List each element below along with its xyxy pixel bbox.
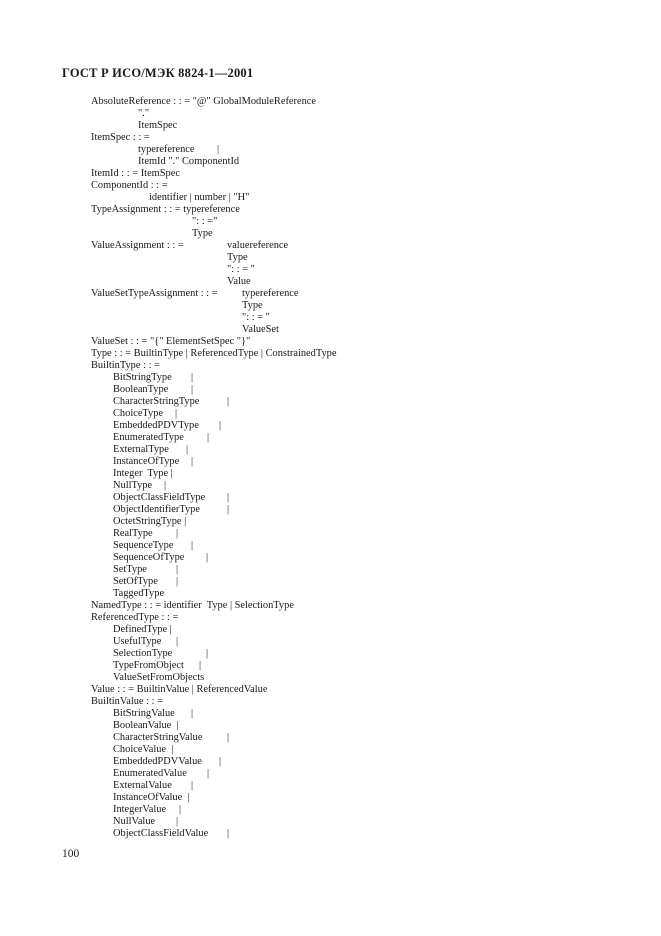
grammar-text: | <box>227 732 230 743</box>
grammar-text: | <box>227 828 230 839</box>
grammar-text: ComponentId : : = <box>91 180 168 191</box>
grammar-text: Type <box>227 252 248 263</box>
page-number: 100 <box>62 848 80 860</box>
grammar-line <box>0 108 661 120</box>
grammar-line <box>0 516 661 528</box>
grammar-text: | <box>179 804 182 815</box>
grammar-line <box>0 492 661 504</box>
grammar-text: | <box>191 456 194 467</box>
grammar-text: | <box>176 564 179 575</box>
grammar-line <box>0 372 661 384</box>
grammar-line <box>0 336 661 348</box>
grammar-text: ": : =" <box>192 216 218 227</box>
grammar-text: ItemId "." ComponentId <box>138 156 240 167</box>
grammar-text: | <box>227 492 230 503</box>
grammar-line <box>0 552 661 564</box>
grammar-text: EnumeratedValue <box>113 768 187 779</box>
grammar-text: | <box>206 648 209 659</box>
grammar-line <box>0 312 661 324</box>
grammar-line <box>0 408 661 420</box>
grammar-text: BooleanValue | <box>113 720 179 731</box>
grammar-line <box>0 96 661 108</box>
grammar-text: ": : = " <box>242 312 270 323</box>
grammar-line <box>0 216 661 228</box>
grammar-line <box>0 132 661 144</box>
grammar-text: SequenceType <box>113 540 174 551</box>
grammar-text: TypeAssignment : : = typereference <box>91 204 240 215</box>
grammar-text: ExternalValue <box>113 780 172 791</box>
grammar-text: | <box>175 408 178 419</box>
grammar-line <box>0 576 661 588</box>
grammar-text: SelectionType <box>113 648 173 659</box>
grammar-line <box>0 252 661 264</box>
grammar-text: | <box>191 384 194 395</box>
grammar-text: EmbeddedPDVValue <box>113 756 202 767</box>
page-header: ГОСТ Р ИСО/МЭК 8824-1—2001 <box>62 66 254 80</box>
grammar-text: | <box>176 816 179 827</box>
grammar-line <box>0 264 661 276</box>
grammar-text: CharacterStringValue <box>113 732 203 743</box>
grammar-text: IntegerValue <box>113 804 167 815</box>
grammar-line <box>0 732 661 744</box>
grammar-line <box>0 528 661 540</box>
grammar-line <box>0 612 661 624</box>
grammar-text: Value : : = BuiltinValue | ReferencedValue <box>91 684 268 695</box>
grammar-line <box>0 204 661 216</box>
grammar-text: | <box>191 372 194 383</box>
grammar-line <box>0 600 661 612</box>
grammar-text: | <box>217 144 220 155</box>
grammar-line <box>0 768 661 780</box>
grammar-line <box>0 564 661 576</box>
grammar-text: InstanceOfType <box>113 456 180 467</box>
grammar-line <box>0 648 661 660</box>
grammar-text: SetOfType <box>113 576 158 587</box>
grammar-text: valuereference <box>227 240 289 251</box>
grammar-text: | <box>176 576 179 587</box>
grammar-text: AbsoluteReference : : = "@" GlobalModuleReference <box>91 96 317 107</box>
grammar-line <box>0 828 661 840</box>
grammar-line <box>0 192 661 204</box>
grammar-text: ValueSet : : = "{" ElementSetSpec "}" <box>91 336 251 347</box>
grammar-text: | <box>199 660 202 671</box>
grammar-line <box>0 180 661 192</box>
grammar-text: RealType <box>113 528 153 539</box>
grammar-text: | <box>219 756 222 767</box>
grammar-line <box>0 384 661 396</box>
grammar-line <box>0 228 661 240</box>
grammar-text: typereference <box>138 144 195 155</box>
grammar-line <box>0 504 661 516</box>
grammar-text: | <box>207 432 210 443</box>
grammar-text: ItemId : : = ItemSpec <box>91 168 180 179</box>
grammar-line <box>0 120 661 132</box>
grammar-text: NullType <box>113 480 153 491</box>
grammar-text: NullValue <box>113 816 156 827</box>
grammar-text: ItemSpec <box>138 120 178 131</box>
grammar-text: | <box>191 780 194 791</box>
grammar-text: ": : = " <box>227 264 255 275</box>
grammar-text: ExternalType <box>113 444 169 455</box>
grammar-text: CharacterStringType <box>113 396 200 407</box>
grammar-text: UsefulType <box>113 636 162 647</box>
grammar-line <box>0 780 661 792</box>
grammar-text: | <box>176 528 179 539</box>
grammar-text: typereference <box>242 288 299 299</box>
grammar-text: ChoiceValue | <box>113 744 174 755</box>
grammar-line <box>0 624 661 636</box>
grammar-line <box>0 276 661 288</box>
grammar-text: ReferencedType : : = <box>91 612 179 623</box>
grammar-text: BitStringType <box>113 372 172 383</box>
grammar-text: BooleanType <box>113 384 169 395</box>
grammar-text: ObjectClassFieldValue <box>113 828 209 839</box>
grammar-line <box>0 360 661 372</box>
grammar-text: | <box>186 444 189 455</box>
grammar-line <box>0 324 661 336</box>
grammar-text: | <box>164 480 167 491</box>
grammar-line <box>0 396 661 408</box>
grammar-text: EnumeratedType <box>113 432 184 443</box>
grammar-line <box>0 684 661 696</box>
grammar-text: | <box>227 396 230 407</box>
grammar-text: ChoiceType <box>113 408 164 419</box>
grammar-text: ValueSetTypeAssignment : : = <box>91 288 218 299</box>
grammar-text: | <box>176 636 179 647</box>
grammar-text: | <box>219 420 222 431</box>
grammar-text: Type <box>192 228 213 239</box>
grammar-line <box>0 468 661 480</box>
grammar-text: BitStringValue <box>113 708 175 719</box>
grammar-line <box>0 708 661 720</box>
grammar-text: EmbeddedPDVType <box>113 420 199 431</box>
grammar-text: | <box>227 504 230 515</box>
grammar-line <box>0 456 661 468</box>
grammar-line <box>0 744 661 756</box>
grammar-line <box>0 720 661 732</box>
grammar-text: BuiltinType : : = <box>91 360 160 371</box>
grammar-text: identifier | number | "Н" <box>149 192 250 203</box>
grammar-line <box>0 168 661 180</box>
grammar-line <box>0 756 661 768</box>
grammar-text: Value <box>227 276 251 287</box>
grammar-text: | <box>206 552 209 563</box>
grammar-text: TypeFromObject <box>113 660 184 671</box>
grammar-line <box>0 444 661 456</box>
grammar-line <box>0 660 661 672</box>
grammar-line <box>0 300 661 312</box>
grammar-text: DefinedType | <box>113 624 172 635</box>
grammar-line <box>0 672 661 684</box>
grammar-line <box>0 240 661 252</box>
grammar-text: ObjectClassFieldType <box>113 492 206 503</box>
grammar-line <box>0 156 661 168</box>
grammar-listing <box>0 96 661 840</box>
grammar-text: "." <box>138 108 150 119</box>
grammar-text: | <box>191 708 194 719</box>
grammar-text: SequenceOfType <box>113 552 185 563</box>
grammar-line <box>0 420 661 432</box>
grammar-text: | <box>191 540 194 551</box>
grammar-line <box>0 540 661 552</box>
grammar-text: TaggedType <box>113 588 165 599</box>
grammar-line <box>0 432 661 444</box>
grammar-text: ValueAssignment : : = <box>91 240 184 251</box>
grammar-line <box>0 696 661 708</box>
grammar-text: Type : : = BuiltinType | ReferencedType | ConstrainedType <box>91 348 337 359</box>
grammar-text: NamedType : : = identifier Type | SelectionType <box>91 600 294 611</box>
grammar-line <box>0 480 661 492</box>
grammar-text: ValueSetFromObjects <box>113 672 205 683</box>
grammar-text: ItemSpec : : = <box>91 132 150 143</box>
grammar-line <box>0 144 661 156</box>
grammar-line <box>0 348 661 360</box>
grammar-text: Type <box>242 300 263 311</box>
grammar-text: InstanceOfValue | <box>113 792 190 803</box>
grammar-text: Integer Type | <box>113 468 173 479</box>
grammar-line <box>0 288 661 300</box>
grammar-text: ValueSet <box>242 324 279 335</box>
grammar-line <box>0 792 661 804</box>
grammar-text: OctetStringType | <box>113 516 187 527</box>
grammar-line <box>0 804 661 816</box>
grammar-text: ObjectIdentifierType <box>113 504 200 515</box>
grammar-line <box>0 816 661 828</box>
grammar-line <box>0 588 661 600</box>
grammar-line <box>0 636 661 648</box>
grammar-text: BuiltinValue : : = <box>91 696 163 707</box>
grammar-text: SetType <box>113 564 147 575</box>
grammar-text: | <box>207 768 210 779</box>
